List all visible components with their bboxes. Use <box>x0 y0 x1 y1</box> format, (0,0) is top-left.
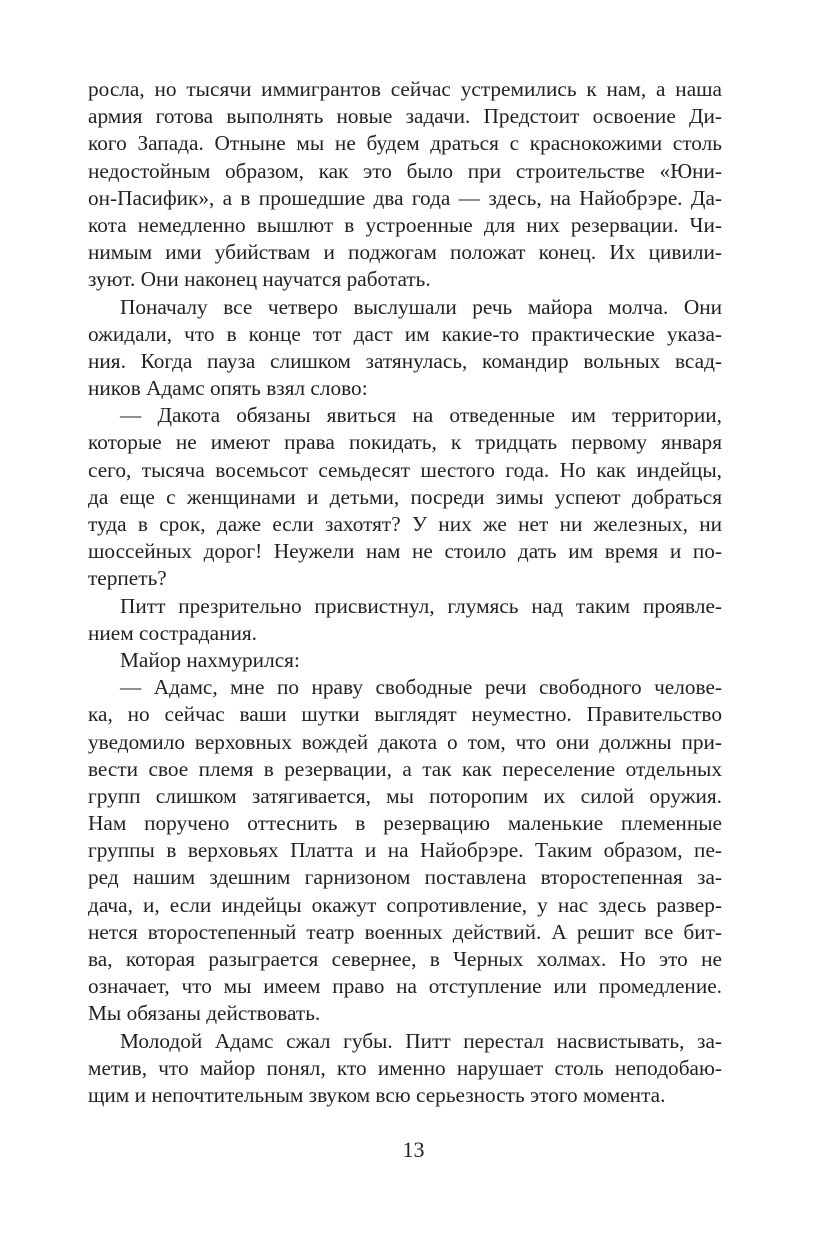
text-line: зуют. Они наконец научатся работать. <box>88 267 431 292</box>
text-line: нимым ими убийствам и поджогам положат конец. Их цивили- <box>88 240 722 265</box>
text-line: ников Адамс опять взял слово: <box>88 376 368 401</box>
text-line: Молодой Адамс сжал губы. Питт перестал насвистывать, за- <box>120 1028 722 1053</box>
text-line: ния. Когда пауза слишком затянулась, командир вольных всад- <box>88 348 722 373</box>
text-line: метив, что майор понял, кто именно нарушает столь неподобаю- <box>88 1055 722 1080</box>
text-line: шоссейных дорог! Неужели нам не стоило дать им время и по- <box>88 539 722 564</box>
text-line: нется второстепенный театр военных действий. А решит все бит- <box>88 919 722 944</box>
text-line: — Дакота обязаны явиться на отведенные им территории, <box>120 403 722 428</box>
text-line: кота немедленно вышлют в устроенные для них резервации. Чи- <box>88 212 722 237</box>
text-line: армия готова выполнять новые задачи. Предстоит освоение Ди- <box>88 104 722 129</box>
text-line: нием сострадания. <box>88 620 258 645</box>
text-line: ожидали, что в конце тот даст им какие-то практические указа- <box>88 321 722 346</box>
paragraph <box>88 593 722 647</box>
paragraph <box>88 674 722 1027</box>
paragraph <box>88 294 722 403</box>
text-line: Питт презрительно присвистнул, глумясь над таким проявле- <box>120 593 722 618</box>
text-line: которые не имеют права покидать, к тридцать первому января <box>88 430 722 455</box>
paragraph <box>88 1028 722 1110</box>
text-line: недостойным образом, как это было при строительстве «Юни- <box>88 158 722 183</box>
text-line: сего, тысяча восемьсот семьдесят шестого года. Но как индейцы, <box>88 457 722 482</box>
text-line: туда в срок, даже если захотят? У них же нет ни железных, ни <box>88 512 722 536</box>
page-body <box>88 76 722 1109</box>
text-line: он-Пасифик», а в прошедшие два года — здесь, на Найобрэре. Да- <box>88 185 722 210</box>
text-line: уведомило верховных вождей дакота о том, что они должны при- <box>88 729 722 754</box>
text-line: группы в верховьях Платта и на Найобрэре. Таким образом, пе- <box>88 838 722 863</box>
text-line: ка, но сейчас ваши шутки выглядят неуместно. Правительство <box>88 702 722 727</box>
text-line: кого Запада. Отныне мы не будем драться с краснокожими столь <box>88 131 722 156</box>
text-line: вести свое племя в резервации, а так как переселение отдельных <box>88 756 722 781</box>
text-line: ред нашим здешним гарнизоном поставлена второстепенная за- <box>88 865 722 890</box>
paragraph <box>88 402 722 592</box>
text-line: дача, и, если индейцы окажут сопротивление, у нас здесь развер- <box>88 892 722 917</box>
text-line: да еще с женщинами и детьми, посреди зимы успеют добраться <box>88 484 722 509</box>
text-line: Мы обязаны действовать. <box>88 1001 321 1026</box>
page-number: 13 <box>402 1137 425 1162</box>
text-line: щим и непочтительным звуком всю серьезность этого момента. <box>88 1082 666 1107</box>
paragraph <box>88 76 722 294</box>
text-line: ва, которая разыграется севернее, в Черных холмах. Но это не <box>88 947 722 971</box>
text-line: групп слишком затягивается, мы поторопим их силой оружия. <box>88 783 722 808</box>
text-line: Поначалу все четверо выслушали речь майора молча. Они <box>120 294 722 319</box>
paragraph <box>88 647 722 674</box>
text-line: Майор нахмурился: <box>120 647 300 672</box>
text-line: Нам поручено оттеснить в резервацию маленькие племенные <box>88 811 722 836</box>
text-line: росла, но тысячи иммигрантов сейчас устремились к нам, а наша <box>88 77 722 101</box>
text-line: терпеть? <box>88 566 167 591</box>
text-line: — Адамс, мне по нраву свободные речи свободного челове- <box>120 675 722 700</box>
text-line: означает, что мы имеем право на отступление или промедление. <box>88 974 722 999</box>
